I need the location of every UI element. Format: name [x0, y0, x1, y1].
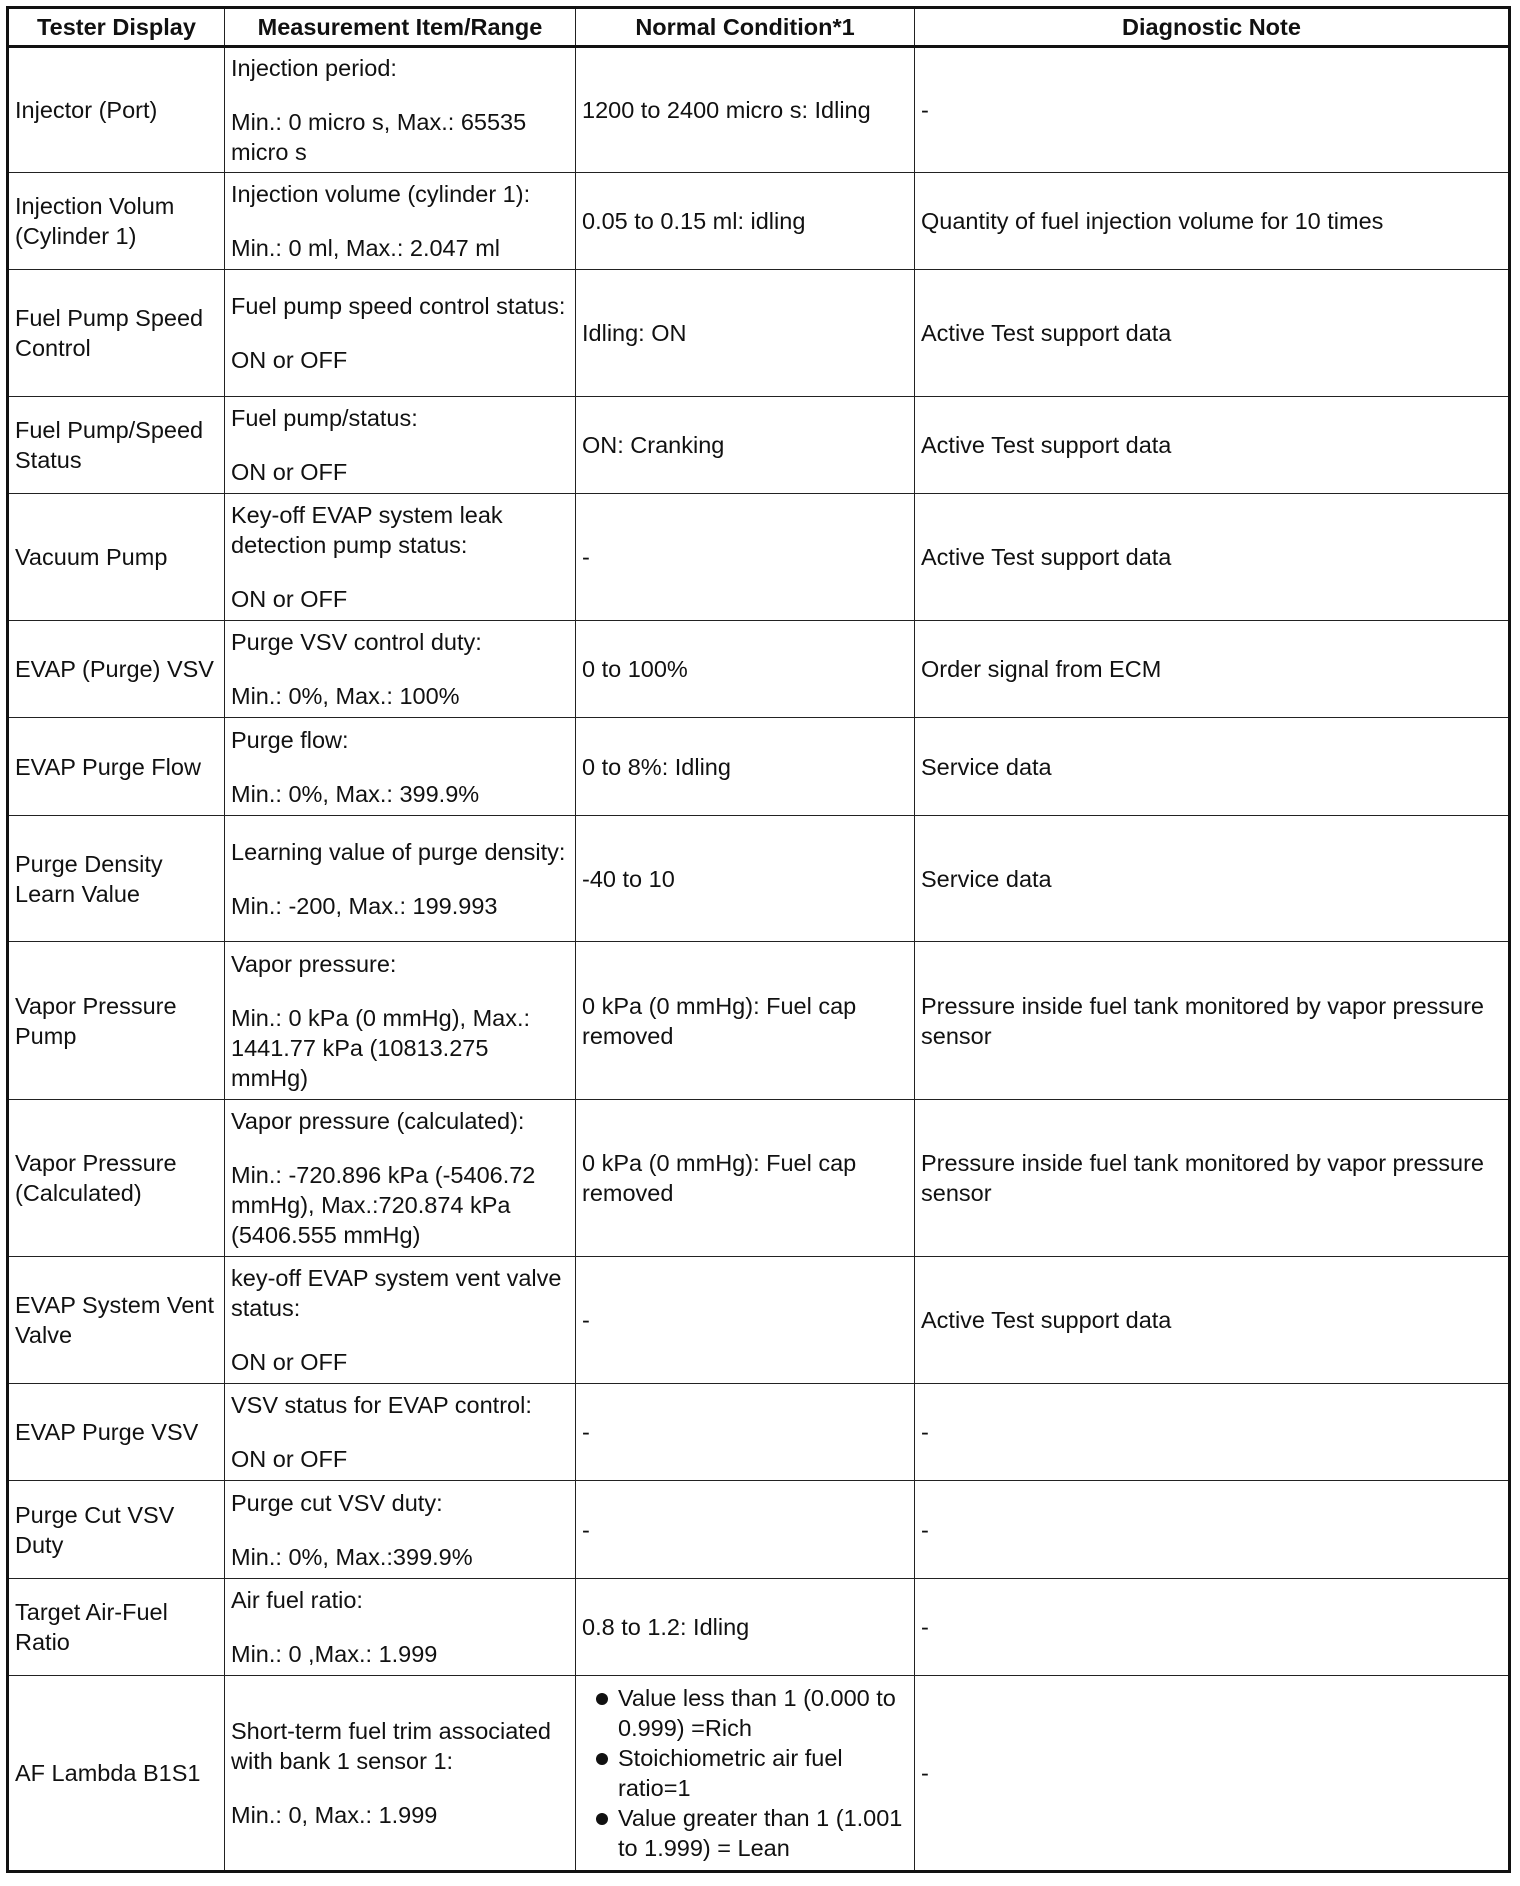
measurement-range: ON or OFF [231, 1446, 348, 1472]
measurement-item: Purge flow: [231, 726, 349, 753]
table-row [8, 1481, 1510, 1579]
table-row [8, 47, 1510, 173]
measurement-cell [225, 173, 576, 270]
tester-display-cell: EVAP System Vent Valve [8, 1257, 225, 1384]
measurement-item: Injection period: [231, 55, 397, 81]
measurement-cell [225, 1579, 576, 1676]
normal-condition-cell: - [576, 1257, 915, 1384]
tester-display-cell: Target Air-Fuel Ratio [8, 1579, 225, 1676]
tester-display-cell: Purge Density Learn Value [8, 816, 225, 942]
measurement-item: Vapor pressure (calculated): [231, 1108, 525, 1134]
normal-condition-cell: -40 to 10 [576, 816, 915, 942]
normal-condition-cell: 0 kPa (0 mmHg): Fuel cap removed [576, 942, 915, 1100]
measurement-range: ON or OFF [231, 1349, 348, 1375]
measurement-range: ON or OFF [231, 586, 348, 612]
measurement-item: Fuel pump/status: [231, 405, 418, 431]
table-row [8, 718, 1510, 816]
table-row [8, 397, 1510, 494]
diagnostic-note-cell: Quantity of fuel injection volume for 10 times [915, 173, 1510, 270]
diagnostic-note-cell: Order signal from ECM [915, 621, 1510, 718]
diagnostic-note-cell: - [915, 1676, 1510, 1872]
tester-display-cell: Purge Cut VSV Duty [8, 1481, 225, 1579]
diagnostic-note-cell: Active Test support data [915, 494, 1510, 621]
measurement-range: Min.: 0, Max.: 1.999 [231, 1802, 438, 1828]
header-diagnostic-note: Diagnostic Note [915, 8, 1510, 47]
measurement-range: Min.: 0 ,Max.: 1.999 [231, 1641, 438, 1667]
header-normal-condition: Normal Condition*1 [576, 8, 915, 47]
list-item-text: Stoichiometric air fuel ratio=1 [618, 1745, 843, 1801]
table-row [8, 270, 1510, 397]
normal-condition-cell: 0 kPa (0 mmHg): Fuel cap removed [576, 1100, 915, 1257]
diagnostic-note-cell: - [915, 1481, 1510, 1579]
tester-display-cell: Fuel Pump/Speed Status [8, 397, 225, 494]
measurement-cell [225, 1100, 576, 1257]
tester-display-cell: AF Lambda B1S1 [8, 1676, 225, 1872]
diagnostic-note-cell: Active Test support data [915, 1257, 1510, 1384]
table-row [8, 942, 1510, 1100]
measurement-item: Short-term fuel trim associated with bank 1 sensor 1: [231, 1718, 551, 1774]
measurement-item: key-off EVAP system vent valve status: [231, 1265, 562, 1321]
list-item-text: Value less than 1 (0.000 to 0.999) =Rich [618, 1685, 896, 1741]
table-row [8, 1100, 1510, 1257]
tester-display-cell: Vacuum Pump [8, 494, 225, 621]
measurement-cell [225, 270, 576, 397]
measurement-cell [225, 621, 576, 718]
tester-display-cell: EVAP Purge Flow [8, 718, 225, 816]
diagnostic-note-cell: Service data [915, 718, 1510, 816]
measurement-range: Min.: 0 micro s, Max.: 65535 micro s [231, 109, 527, 165]
tester-display-cell: Injector (Port) [8, 47, 225, 173]
normal-condition-cell: - [576, 494, 915, 621]
measurement-range: Min.: 0%, Max.:399.9% [231, 1543, 473, 1570]
table-row [8, 494, 1510, 621]
diagnostic-note-cell: Active Test support data [915, 397, 1510, 494]
measurement-item: Fuel pump speed control status: [231, 293, 566, 319]
diagnostic-note-cell: - [915, 1579, 1510, 1676]
header-measurement-item: Measurement Item/Range [225, 8, 576, 47]
list-item-text: Value greater than 1 (1.001 to 1.999) = Lean [618, 1805, 903, 1861]
measurement-cell [225, 942, 576, 1100]
measurement-cell [225, 718, 576, 816]
measurement-range: Min.: 0%, Max.: 100% [231, 683, 460, 709]
diagnostic-note-cell: Pressure inside fuel tank monitored by vapor pressure sensor [915, 1100, 1510, 1257]
measurement-item: Key-off EVAP system leak detection pump status: [231, 502, 503, 558]
measurement-item: Purge VSV control duty: [231, 629, 482, 655]
tester-display-cell: Fuel Pump Speed Control [8, 270, 225, 397]
tester-display-cell: Vapor Pressure Pump [8, 942, 225, 1100]
diagnostic-note-cell: Pressure inside fuel tank monitored by vapor pressure sensor [915, 942, 1510, 1100]
tester-display-cell: EVAP (Purge) VSV [8, 621, 225, 718]
measurement-item: Vapor pressure: [231, 950, 397, 977]
measurement-cell [225, 1257, 576, 1384]
list-item [582, 1683, 908, 1743]
measurement-range: Min.: -200, Max.: 199.993 [231, 892, 498, 919]
measurement-range: ON or OFF [231, 459, 348, 485]
measurement-range: ON or OFF [231, 347, 348, 373]
measurement-cell [225, 47, 576, 173]
measurement-cell [225, 1481, 576, 1579]
table-row [8, 1257, 1510, 1384]
tester-display-cell: EVAP Purge VSV [8, 1384, 225, 1481]
measurement-item: Learning value of purge density: [231, 838, 566, 865]
diagnostic-note-cell: - [915, 1384, 1510, 1481]
table-row [8, 1579, 1510, 1676]
normal-condition-cell: 1200 to 2400 micro s: Idling [576, 47, 915, 173]
table-row [8, 1384, 1510, 1481]
diagnostic-note-cell: Active Test support data [915, 270, 1510, 397]
measurement-range: Min.: 0 ml, Max.: 2.047 ml [231, 235, 501, 261]
normal-condition-cell: 0 to 100% [576, 621, 915, 718]
measurement-cell [225, 1676, 576, 1872]
measurement-range: Min.: 0 kPa (0 mmHg), Max.: 1441.77 kPa (10813.275 mmHg) [231, 1004, 531, 1091]
normal-condition-cell: Idling: ON [576, 270, 915, 397]
measurement-item: Air fuel ratio: [231, 1587, 363, 1613]
normal-condition-cell: ON: Cranking [576, 397, 915, 494]
normal-condition-cell: - [576, 1384, 915, 1481]
header-row [8, 8, 1510, 47]
measurement-item: VSV status for EVAP control: [231, 1392, 532, 1418]
diagnostic-note-cell: Service data [915, 816, 1510, 942]
header-tester-display: Tester Display [8, 8, 225, 47]
bullet-icon [596, 1753, 608, 1765]
measurement-item: Injection volume (cylinder 1): [231, 181, 531, 207]
measurement-range: Min.: -720.896 kPa (-5406.72 mmHg), Max.:720.874 kPa (5406.555 mmHg) [231, 1162, 536, 1248]
normal-condition-cell: 0.05 to 0.15 ml: idling [576, 173, 915, 270]
measurement-cell [225, 494, 576, 621]
measurement-item: Purge cut VSV duty: [231, 1489, 443, 1516]
normal-condition-cell: - [576, 1481, 915, 1579]
normal-condition-cell: 0.8 to 1.2: Idling [576, 1579, 915, 1676]
table-row [8, 173, 1510, 270]
tester-display-cell: Vapor Pressure (Calculated) [8, 1100, 225, 1257]
table-row-af-lambda [8, 1676, 1510, 1872]
measurement-range: Min.: 0%, Max.: 399.9% [231, 780, 480, 807]
table-row [8, 621, 1510, 718]
bullet-icon [596, 1813, 608, 1825]
list-item [582, 1803, 908, 1863]
list-item [582, 1743, 908, 1803]
tester-display-cell: Injection Volum (Cylinder 1) [8, 173, 225, 270]
normal-condition-list [582, 1683, 908, 1863]
measurement-cell [225, 397, 576, 494]
measurement-cell [225, 1384, 576, 1481]
measurement-cell [225, 816, 576, 942]
normal-condition-cell [576, 1676, 915, 1872]
table-row [8, 816, 1510, 942]
normal-condition-cell: 0 to 8%: Idling [576, 718, 915, 816]
diagnostic-note-cell: - [915, 47, 1510, 173]
data-list-table [6, 6, 1511, 1873]
bullet-icon [596, 1693, 608, 1705]
